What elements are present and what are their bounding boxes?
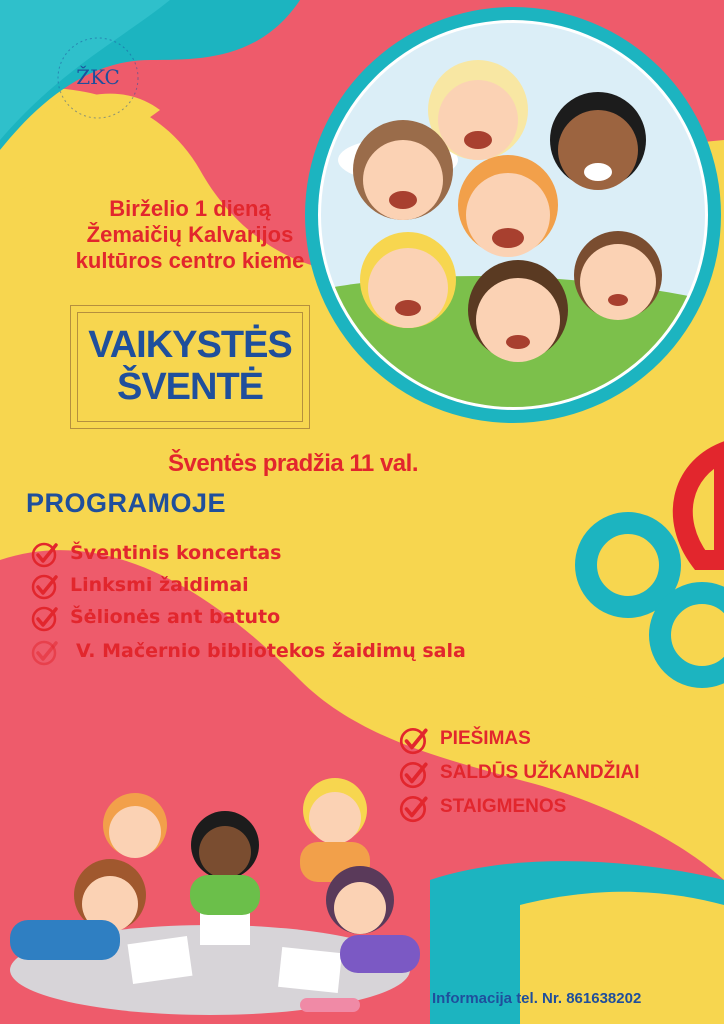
program-heading: PROGRAMOJE — [26, 488, 227, 518]
check-icon — [30, 571, 60, 601]
logo-ring-text-holder — [48, 128, 148, 129]
page-title — [71, 324, 309, 408]
event-date: Birželio 1 dieną — [109, 196, 271, 221]
extra-item-text: STAIGMENOS — [440, 796, 567, 817]
check-icon — [398, 724, 430, 756]
program-item-text: Linksmi žaidimai — [70, 574, 249, 596]
title-frame — [70, 305, 310, 429]
extra-item-text: SALDŪS UŽKANDŽIAI — [440, 762, 640, 783]
title-line1: VAIKYSTĖS — [88, 324, 292, 366]
event-place-line1: Žemaičių Kalvarijos — [86, 222, 294, 247]
program-item-text: Šėlionės ant batuto — [70, 606, 281, 628]
event-place-line2: kultūros centro kieme — [75, 248, 305, 273]
logo-monogram: ŽKC — [76, 65, 120, 89]
check-icon — [30, 637, 60, 667]
extra-list — [398, 728, 698, 828]
drawing-kids-illustration — [0, 770, 430, 1024]
extra-item-text: PIEŠIMAS — [440, 728, 531, 749]
check-icon — [30, 603, 60, 633]
info-contact: Informacija tel. Nr. 861638202 — [432, 990, 642, 1007]
event-details — [0, 196, 380, 274]
program-item-text: V. Mačernio bibliotekos žaidimų sala — [76, 640, 466, 662]
program-item-text: Šventinis koncertas — [70, 542, 282, 564]
title-line2: ŠVENTĖ — [116, 366, 264, 408]
logo-emblem-icon — [52, 32, 144, 124]
start-time: Šventės pradžia 11 val. — [168, 450, 418, 477]
check-icon — [30, 539, 60, 569]
